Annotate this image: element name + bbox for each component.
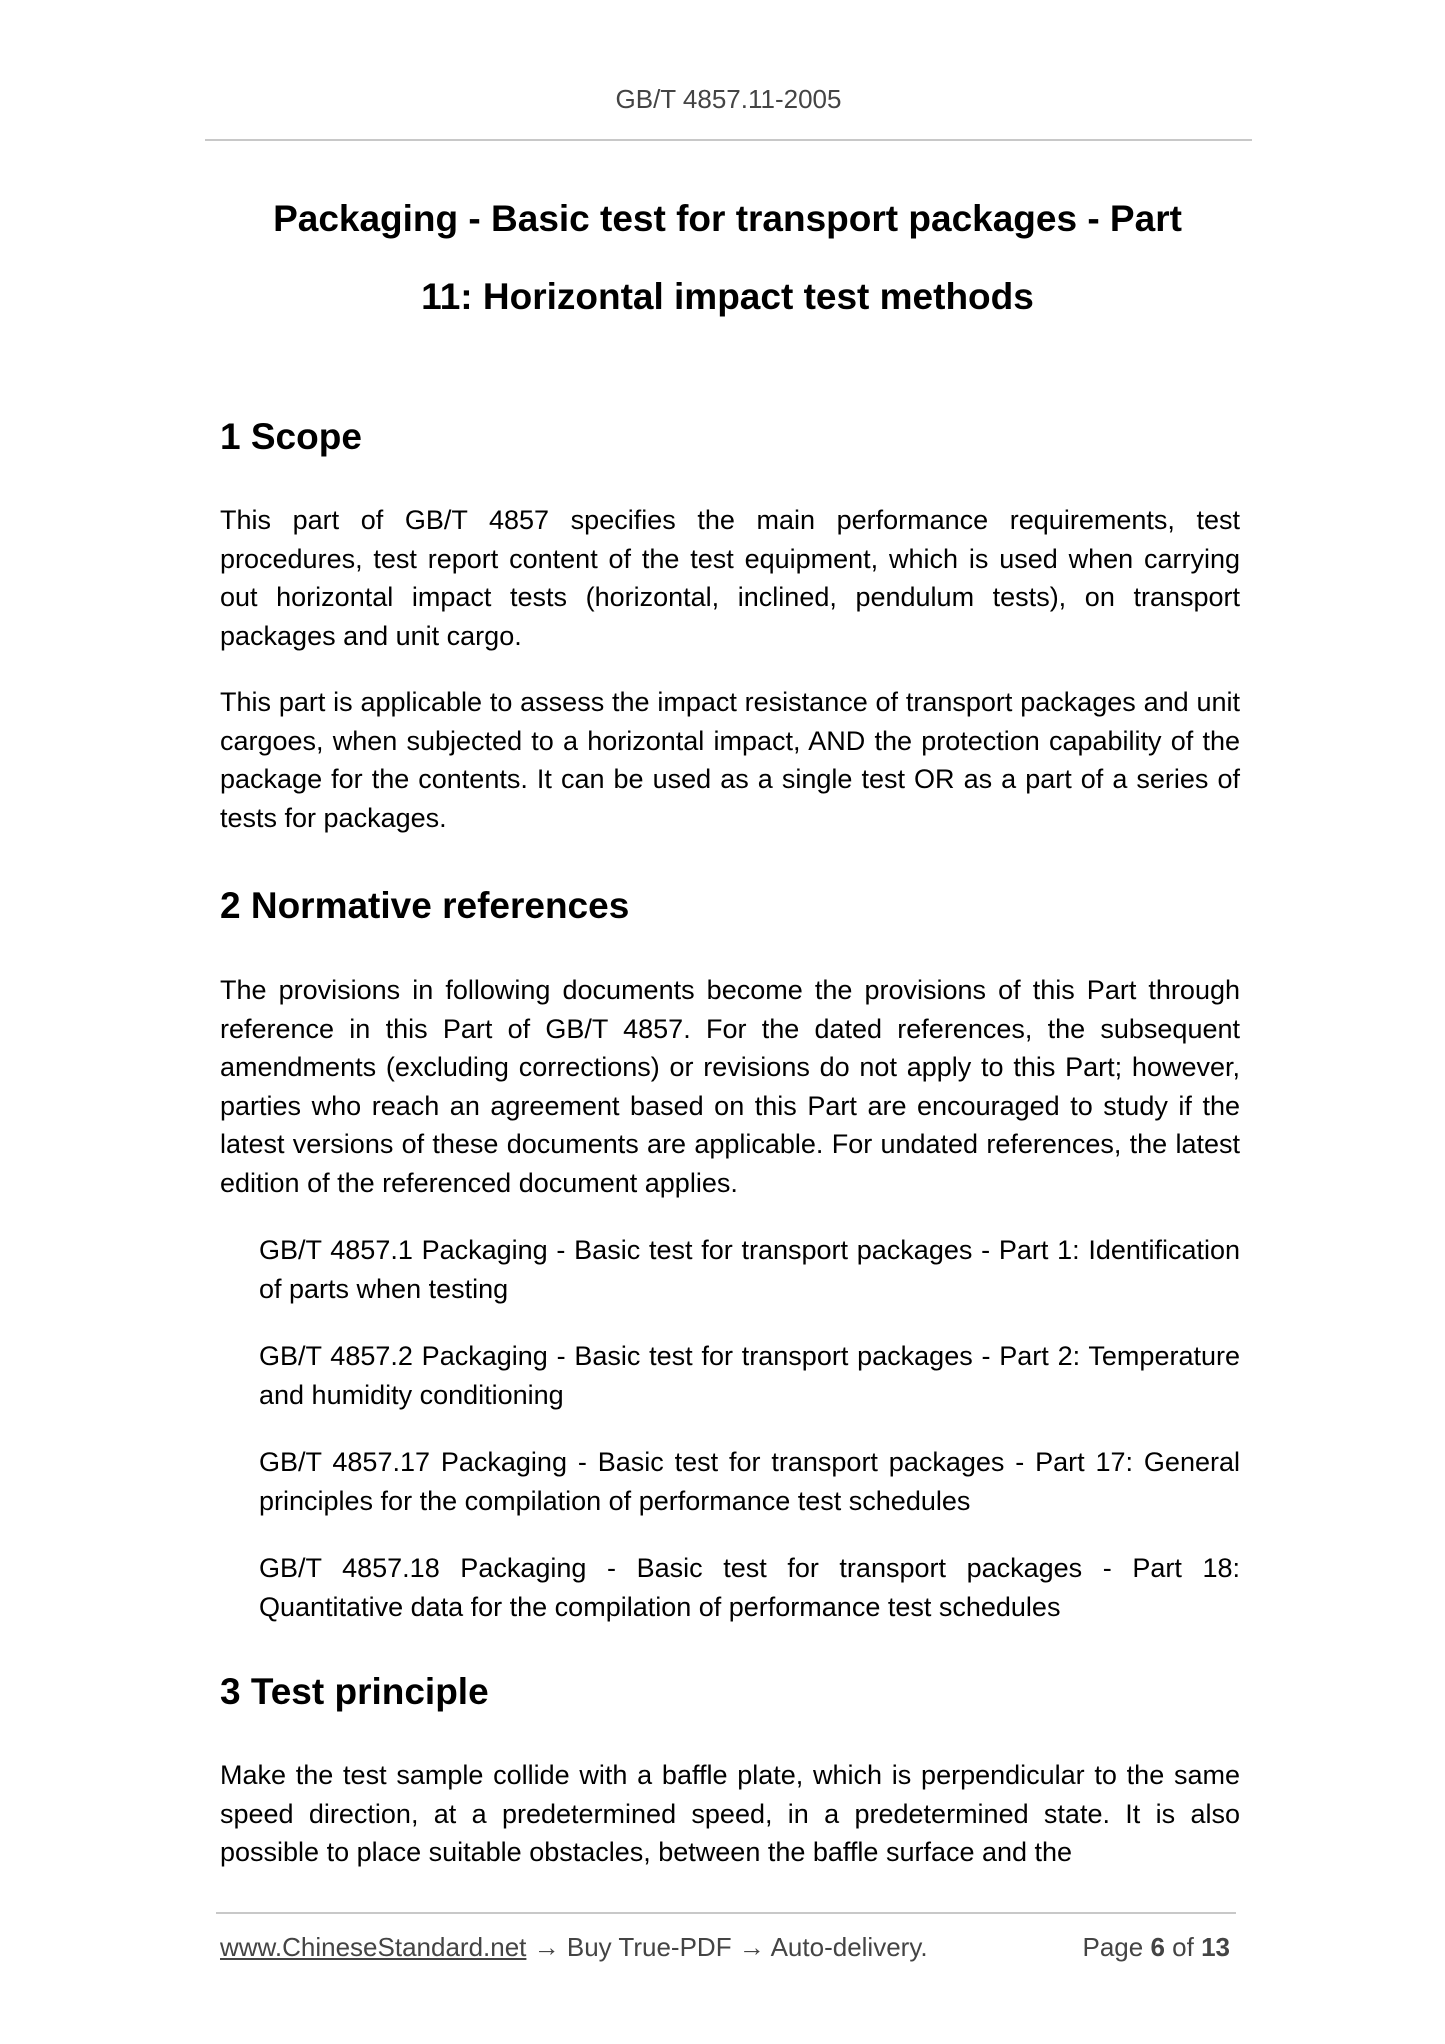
reference-item: GB/T 4857.18 Packaging - Basic test for transport packages - Part 18: Quantitative data for the compilation of performance test schedules <box>259 1553 1240 1622</box>
page-number: 6 <box>1150 1932 1165 1962</box>
page-header-standard-code: GB/T 4857.11-2005 <box>615 84 842 114</box>
page-label: Page <box>1082 1932 1144 1962</box>
document-title-line-1: Packaging - Basic test for transport packages - Part <box>273 198 1182 239</box>
normative-references-intro: The provisions in following documents become the provisions of this Part through reference in this Part of GB/T 4857. For the dated references, the subsequent amendments (excluding corrections) or revisions do not apply to this Part; however, parties who reach an agreement based on this Part are encouraged to study if the latest versions of these documents are applicable. For undated references, the latest edition of the referenced document applies. <box>220 975 1240 1198</box>
reference-item: GB/T 4857.2 Packaging - Basic test for transport packages - Part 2: Temperature and humidity conditioning <box>259 1341 1240 1410</box>
page-total: 13 <box>1201 1932 1230 1962</box>
footer-promo-text: → Buy True-PDF → Auto-delivery. <box>533 1932 928 1962</box>
page-indicator <box>1082 1932 1230 1963</box>
site-link[interactable]: www.ChineseStandard.net <box>220 1932 527 1962</box>
reference-item: GB/T 4857.1 Packaging - Basic test for transport packages - Part 1: Identification of parts when testing <box>259 1235 1240 1304</box>
section-heading-test-principle: 3 Test principle <box>220 1671 489 1712</box>
of-label: of <box>1172 1932 1194 1962</box>
header-divider <box>205 139 1252 141</box>
test-principle-paragraph: Make the test sample collide with a baffle plate, which is perpendicular to the same speed direction, at a predetermined speed, in a predetermined state. It is also possible to place suitable obstacles, between the baffle surface and the <box>220 1760 1240 1867</box>
document-title <box>215 180 1240 336</box>
section-heading-scope: 1 Scope <box>220 416 362 457</box>
section-heading-normative-references: 2 Normative references <box>220 885 630 926</box>
footer-divider <box>216 1912 1236 1914</box>
scope-paragraph-1: This part of GB/T 4857 specifies the main performance requirements, test procedures, test report content of the test equipment, which is used when carrying out horizontal impact tests (horizontal, inclined, pendulum tests), on transport packages and unit cargo. <box>220 505 1240 651</box>
document-title-line-2: 11: Horizontal impact test methods <box>421 276 1034 317</box>
scope-paragraph-2: This part is applicable to assess the impact resistance of transport packages and unit cargoes, when subjected to a horizontal impact, AND the protection capability of the package for the contents. It can be used as a single test OR as a part of a series of tests for packages. <box>220 687 1240 833</box>
reference-item: GB/T 4857.17 Packaging - Basic test for transport packages - Part 17: General principles for the compilation of performance test schedules <box>259 1447 1240 1516</box>
footer-promo <box>220 1932 928 1963</box>
